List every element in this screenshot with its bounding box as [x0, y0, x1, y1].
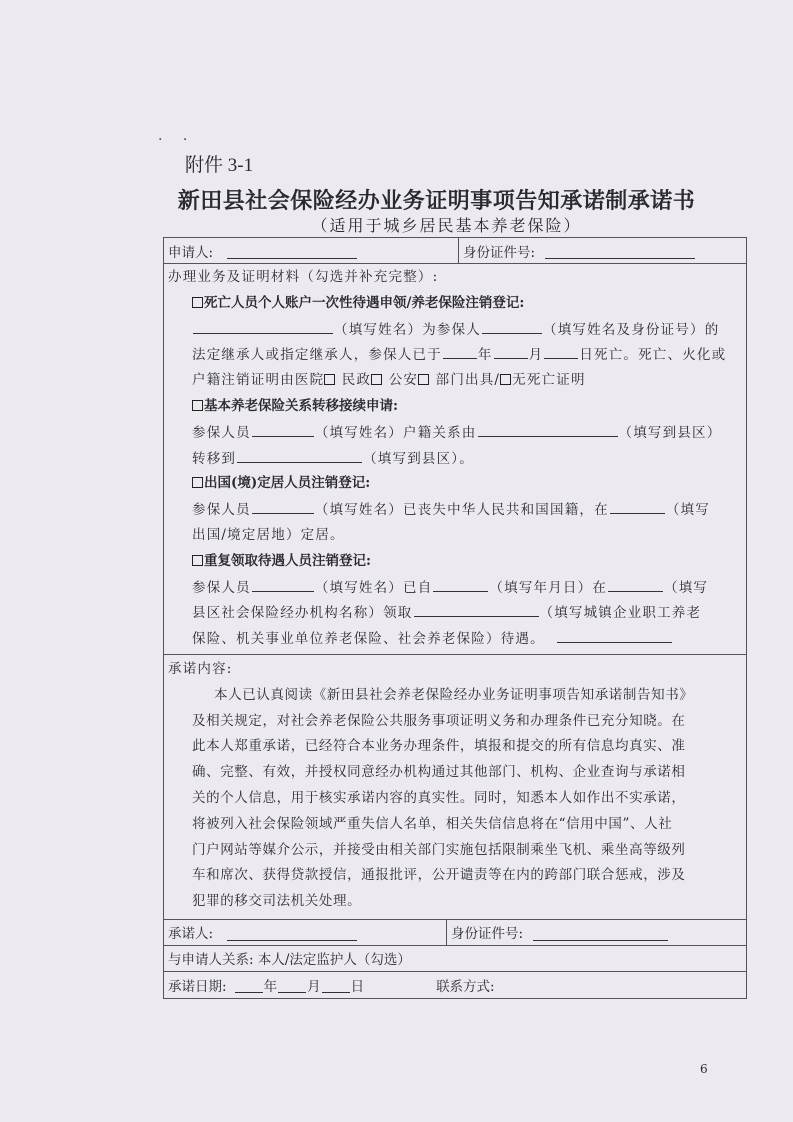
text: 转移到 [192, 450, 237, 467]
text: （填写年月日）在 [489, 579, 608, 596]
checkbox-transfer[interactable] [192, 400, 203, 411]
text: 出国/境定居地）定居。 [192, 526, 345, 543]
death-year-field[interactable] [443, 342, 477, 359]
checkbox-no-death-cert[interactable] [500, 374, 511, 385]
text: （填写 [665, 502, 710, 519]
applicant-id-label: 身份证件号: [463, 244, 536, 261]
checkbox-public-security[interactable] [418, 374, 429, 385]
text: 参保人员 [192, 424, 251, 441]
document-title: 新田县社会保险经办业务证明事项告知承诺制承诺书 [177, 188, 696, 214]
item-duplicate-title: 重复领取待遇人员注销登记: [204, 552, 371, 569]
residence-field[interactable] [610, 497, 665, 514]
text: 日死亡。死亡、火化或 [579, 347, 727, 364]
heir-name-field[interactable] [193, 317, 333, 334]
duplicate-name-field[interactable] [252, 575, 314, 592]
pension-type-field[interactable] [414, 600, 539, 617]
text: 保险、机关事业单位养老保险、社会养老保险）待遇。 [192, 631, 545, 648]
checkbox-hospital[interactable] [324, 374, 335, 385]
promisor-name-field[interactable] [227, 924, 357, 941]
text: （填写姓名）已自 [314, 579, 433, 596]
item-emigration-title: 出国(境)定居人员注销登记: [204, 475, 371, 492]
extra-field[interactable] [557, 626, 672, 643]
promisor-row [164, 920, 746, 946]
insured-name-id-field[interactable] [482, 317, 542, 334]
death-day-field[interactable] [544, 342, 578, 359]
text: 公安 [383, 372, 419, 389]
transfer-from-field[interactable] [478, 420, 618, 437]
text: （填写姓名）为参保人 [334, 321, 481, 338]
promise-line: 门户网站等媒介公示，并接受由相关部门实施包括限制乘坐飞机、乘坐高等级列 [192, 841, 686, 858]
transfer-to-field[interactable] [237, 446, 362, 463]
date-label: 承诺日期: [168, 978, 227, 995]
since-date-field[interactable] [433, 575, 488, 592]
text: 部门出具/ [430, 372, 501, 389]
text: 年 [477, 347, 493, 364]
promise-line: 关的个人信息，用于核实承诺内容的真实性。同时，知悉本人如作出不实承诺， [192, 789, 686, 806]
item-transfer-title: 基本养老保险关系转移接续申请: [204, 397, 398, 414]
checkbox-duplicate[interactable] [192, 555, 203, 566]
item-death-claim-title: 死亡人员个人账户一次性待遇申领/养老保险注销登记: [204, 294, 525, 311]
text: （填写 [664, 579, 709, 596]
applicant-row [164, 238, 746, 264]
checkbox-emigration[interactable] [192, 477, 203, 488]
promisor-id-label: 身份证件号: [451, 926, 524, 943]
emigrant-name-field[interactable] [252, 497, 314, 514]
transfer-name-field[interactable] [252, 420, 314, 437]
date-row [164, 972, 746, 998]
scan-marks: . . [158, 128, 196, 144]
text: （填写到县区） [618, 424, 722, 441]
promise-line: 本人已认真阅读《新田县社会养老保险经办业务证明事项告知承诺制告知书》 [214, 686, 694, 703]
checkbox-civil-affairs[interactable] [371, 374, 382, 385]
promise-line: 确、完整、有效，并授权同意经办机构通过其他部门、机构、企业查询与承诺相 [192, 764, 686, 781]
text: 参保人员 [192, 502, 251, 519]
text: 无死亡证明 [512, 372, 586, 389]
text: 民政 [336, 372, 372, 389]
text: 年 [263, 978, 278, 995]
text: 法定继承人或指定继承人，参保人已于 [192, 347, 442, 364]
text: （填写到县区）。 [363, 450, 474, 467]
page-number: 6 [700, 1062, 708, 1076]
business-header: 办理业务及证明材料（勾选并补充完整）: [168, 269, 439, 285]
commitment-form [163, 237, 747, 999]
applicant-label: 申请人: [168, 244, 214, 261]
text: 日 [350, 978, 365, 995]
death-month-field[interactable] [494, 342, 528, 359]
contact-label: 联系方式: [436, 978, 495, 995]
text: （填写姓名）已丧失中华人民共和国国籍，在 [314, 502, 609, 519]
business-section [164, 264, 746, 655]
text: 参保人员 [192, 579, 251, 596]
text: （填写姓名）户籍关系由 [314, 424, 477, 441]
attachment-label: 附件 3-1 [185, 155, 254, 176]
applicant-name-field[interactable] [227, 242, 357, 259]
promise-line: 此本人郑重承诺，已经符合本业务办理条件，填报和提交的所有信息均真实、准 [192, 738, 686, 755]
promise-line: 犯罪的移交司法机关处理。 [192, 893, 362, 910]
relation-text[interactable]: 与申请人关系: 本人/法定监护人（勾选） [168, 952, 411, 969]
date-month-field[interactable] [278, 976, 306, 993]
promise-label: 承诺内容: [168, 660, 233, 677]
text: 月 [307, 978, 321, 995]
text: 月 [528, 347, 544, 364]
promise-line: 将被列入社会保险领域严重失信人名单，相关失信信息将在“信用中国”、人社 [192, 815, 673, 832]
text: （填写城镇企业职工养老 [539, 605, 702, 622]
agency-field[interactable] [608, 575, 663, 592]
promise-line: 车和席次、获得贷款授信，通报批评，公开谴责等在内的跨部门联合惩戒，涉及 [192, 867, 686, 884]
text: 户籍注销证明由医院 [192, 372, 325, 389]
applicant-id-field[interactable] [545, 242, 695, 259]
checkbox-death-claim[interactable] [192, 297, 203, 308]
promise-line: 及相关规定，对社会养老保险公共服务事项证明义务和办理条件已充分知晓。在 [192, 712, 686, 729]
date-day-field[interactable] [322, 976, 350, 993]
relation-row [164, 946, 746, 972]
text: 县区社会保险经办机构名称）领取 [192, 605, 413, 622]
date-year-field[interactable] [235, 976, 263, 993]
promisor-label: 承诺人: [168, 926, 214, 943]
promise-section [164, 655, 746, 920]
document-subtitle: （适用于城乡居民基本养老保险） [311, 216, 582, 235]
text: （填写姓名及身份证号）的 [543, 321, 720, 338]
promisor-id-field[interactable] [533, 924, 668, 941]
